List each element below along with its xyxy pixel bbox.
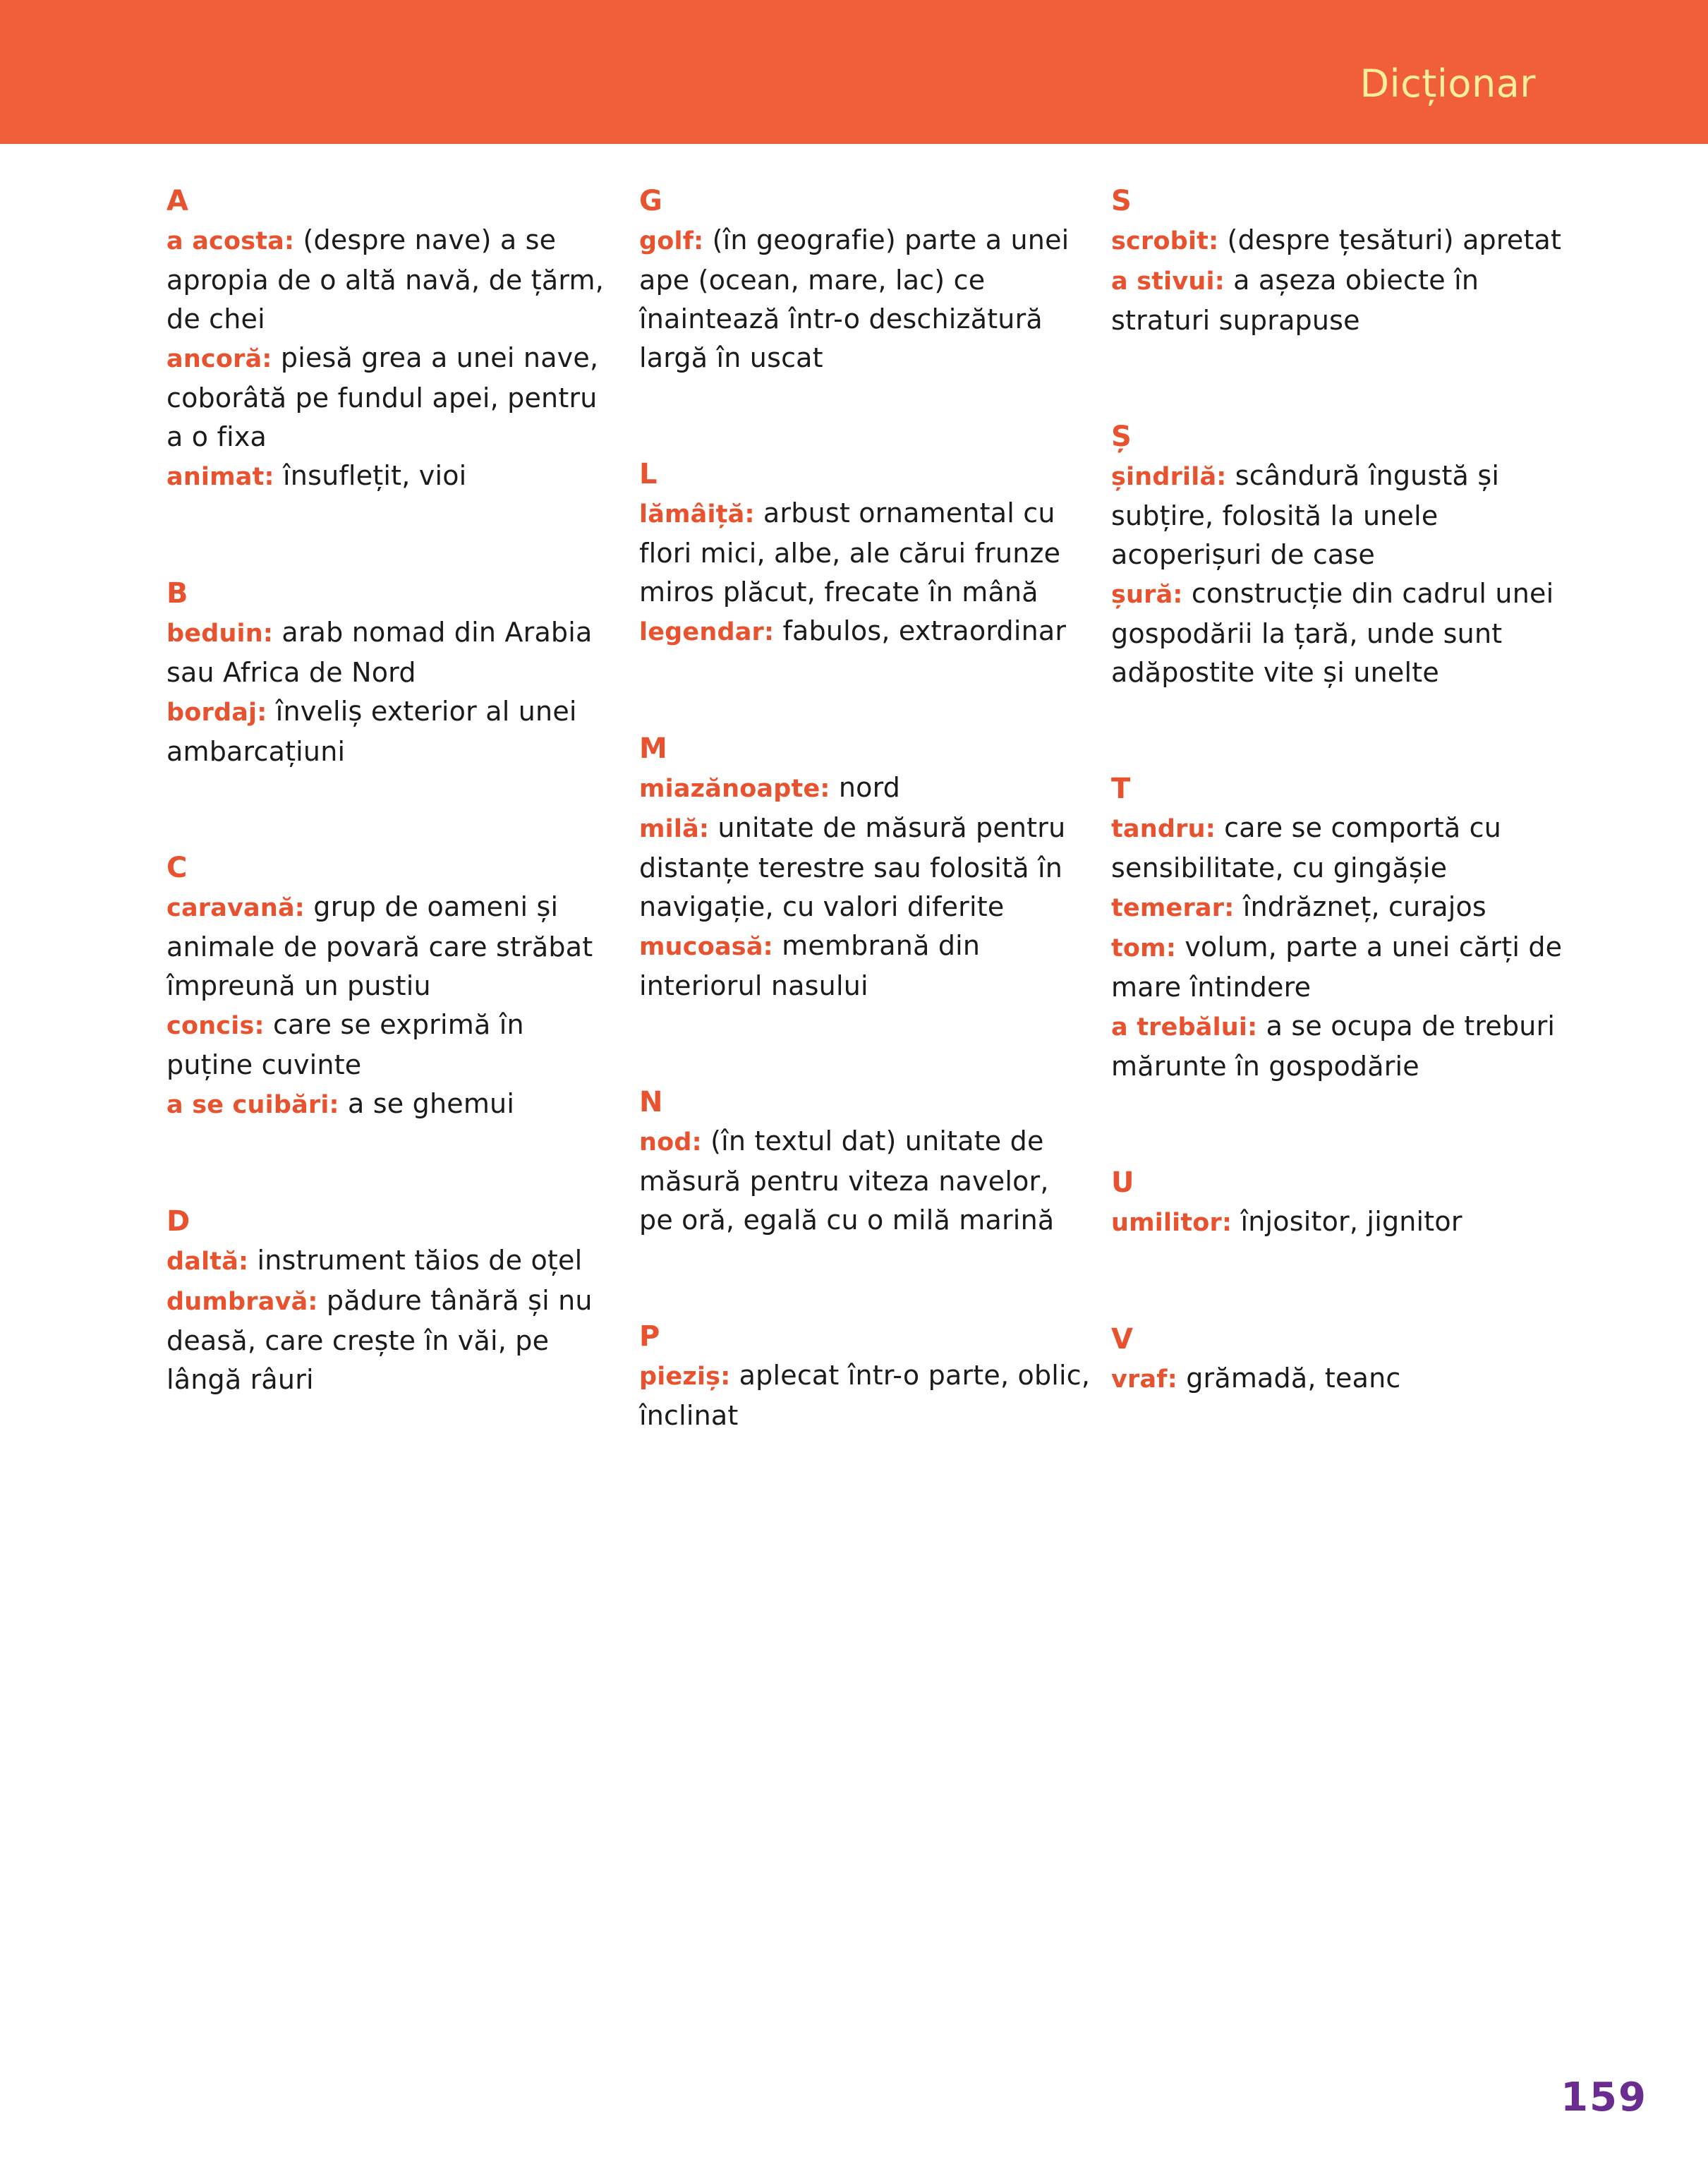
dictionary-column-1 bbox=[166, 182, 618, 1399]
entry-definition: volum, parte a unei cărți de mare întindere bbox=[1111, 931, 1563, 1003]
section-letter: A bbox=[166, 185, 188, 217]
dictionary-entry bbox=[639, 612, 1091, 652]
entry-term: scrobit: bbox=[1111, 227, 1219, 255]
dictionary-entry bbox=[1111, 809, 1563, 888]
entry-definition: grup de oameni și animale de povară care străbat împreună un pustiu bbox=[166, 891, 593, 1001]
entry-definition: nord bbox=[830, 772, 901, 803]
entry-definition: a se ghemui bbox=[339, 1088, 515, 1119]
entry-definition: (despre nave) a se apropia de o altă navă, de țărm, de chei bbox=[166, 224, 605, 334]
dictionary-entry bbox=[1111, 888, 1563, 928]
entry-term: legendar: bbox=[639, 618, 775, 646]
dictionary-entry bbox=[166, 1006, 618, 1085]
entry-term: șindrilă: bbox=[1111, 463, 1227, 491]
section-letter: M bbox=[639, 732, 667, 765]
dictionary-entry bbox=[1111, 457, 1563, 574]
entry-definition: grămadă, teanc bbox=[1177, 1363, 1401, 1394]
dictionary-section bbox=[166, 182, 618, 497]
entry-term: bordaj: bbox=[166, 699, 267, 727]
dictionary-entry bbox=[639, 1356, 1091, 1435]
dictionary-entry bbox=[166, 1085, 618, 1125]
entry-term: milă: bbox=[639, 815, 710, 843]
entry-definition: piesă grea a unei nave, coborâtă pe fundul apei, pentru a o fixa bbox=[166, 342, 599, 452]
dictionary-entry bbox=[1111, 221, 1563, 261]
dictionary-section bbox=[639, 455, 1091, 652]
dictionary-entry bbox=[166, 221, 618, 339]
entry-definition: îndrăzneț, curajos bbox=[1234, 891, 1486, 922]
entry-definition: (în geografie) parte a unei ape (ocean, mare, lac) ce înaintează într-o deschizătură largă în uscat bbox=[639, 224, 1070, 373]
entry-term: a stivui: bbox=[1111, 267, 1225, 296]
section-letter: V bbox=[1111, 1323, 1133, 1356]
entry-term: umilitor: bbox=[1111, 1209, 1232, 1237]
dictionary-entry bbox=[166, 888, 618, 1006]
entry-definition: unitate de măsură pentru distanțe terestre sau folosită în navigație, cu valori diferite bbox=[639, 812, 1066, 922]
header-band bbox=[0, 0, 1708, 144]
dictionary-section bbox=[166, 574, 618, 771]
entry-definition: pădure tânără și nu deasă, care crește în văi, pe lângă râuri bbox=[166, 1285, 593, 1395]
entry-definition: a așeza obiecte în straturi suprapuse bbox=[1111, 265, 1479, 336]
entry-term: dumbravă: bbox=[166, 1288, 318, 1316]
entry-term: tom: bbox=[1111, 934, 1177, 962]
entry-definition: înjositor, jignitor bbox=[1232, 1206, 1462, 1237]
entry-term: miazănoapte: bbox=[639, 775, 830, 803]
entry-definition: a se ocupa de treburi mărunte în gospodărie bbox=[1111, 1010, 1556, 1082]
dictionary-section bbox=[1111, 770, 1563, 1086]
dictionary-entry bbox=[166, 457, 618, 497]
entry-definition: care se comportă cu sensibilitate, cu gingășie bbox=[1111, 812, 1502, 883]
dictionary-section bbox=[639, 730, 1091, 1006]
dictionary-entry bbox=[639, 221, 1091, 378]
entry-term: a trebălui: bbox=[1111, 1013, 1258, 1042]
entry-term: temerar: bbox=[1111, 894, 1235, 922]
dictionary-section bbox=[1111, 182, 1563, 340]
section-letter: Ș bbox=[1111, 421, 1132, 453]
entry-definition: (în textul dat) unitate de măsură pentru viteza navelor, pe oră, egală cu o milă marină bbox=[639, 1125, 1055, 1236]
dictionary-section bbox=[1111, 1164, 1563, 1243]
section-letter: G bbox=[639, 185, 662, 217]
entry-definition: care se exprimă în puține cuvinte bbox=[166, 1009, 524, 1080]
section-letter: N bbox=[639, 1086, 663, 1118]
entry-term: caravană: bbox=[166, 894, 305, 922]
entry-definition: însuflețit, vioi bbox=[274, 460, 467, 491]
entry-definition: (despre țesături) apretat bbox=[1218, 224, 1562, 255]
section-letter: L bbox=[639, 458, 658, 490]
entry-definition: fabulos, extraordinar bbox=[774, 615, 1067, 646]
dictionary-entry bbox=[639, 494, 1091, 612]
dictionary-section bbox=[166, 849, 618, 1125]
section-letter: T bbox=[1111, 773, 1131, 805]
entry-definition: construcție din cadrul unei gospodării la țară, unde sunt adăpostite vite și unelte bbox=[1111, 578, 1554, 688]
entry-term: a se cuibări: bbox=[166, 1091, 339, 1119]
dictionary-section bbox=[639, 182, 1091, 378]
page-number: 159 bbox=[1561, 2075, 1647, 2120]
entry-term: daltă: bbox=[166, 1248, 249, 1276]
page-title: Dicționar bbox=[1359, 61, 1536, 106]
section-letter: D bbox=[166, 1205, 190, 1238]
entry-term: golf: bbox=[639, 227, 704, 255]
section-letter: C bbox=[166, 852, 188, 884]
dictionary-entry bbox=[639, 926, 1091, 1006]
dictionary-entry bbox=[1111, 1007, 1563, 1086]
section-letter: U bbox=[1111, 1166, 1134, 1199]
entry-term: nod: bbox=[639, 1128, 702, 1157]
dictionary-entry bbox=[1111, 261, 1563, 340]
dictionary-section bbox=[1111, 1320, 1563, 1399]
dictionary-entry bbox=[166, 613, 618, 692]
entry-definition: înveliș exterior al unei ambarcațiuni bbox=[166, 696, 577, 767]
entry-term: ancoră: bbox=[166, 345, 272, 373]
dictionary-entry bbox=[639, 1122, 1091, 1240]
entry-definition: scândură îngustă și subțire, folosită la unele acoperișuri de case bbox=[1111, 460, 1500, 570]
dictionary-entry bbox=[1111, 928, 1563, 1007]
entry-term: lămâiță: bbox=[639, 500, 755, 529]
entry-definition: aplecat într-o parte, oblic, înclinat bbox=[639, 1360, 1091, 1431]
entry-definition: arab nomad din Arabia sau Africa de Nord bbox=[166, 617, 593, 688]
entry-term: beduin: bbox=[166, 620, 274, 648]
section-letter: S bbox=[1111, 185, 1132, 217]
entry-term: a acosta: bbox=[166, 227, 295, 255]
entry-term: tandru: bbox=[1111, 815, 1216, 843]
dictionary-entry bbox=[639, 768, 1091, 809]
entry-term: mucoasă: bbox=[639, 933, 773, 961]
dictionary-entry bbox=[1111, 1202, 1563, 1243]
dictionary-section bbox=[1111, 418, 1563, 692]
dictionary-section bbox=[639, 1083, 1091, 1240]
entry-term: animat: bbox=[166, 463, 274, 491]
dictionary-section bbox=[639, 1317, 1091, 1435]
entry-term: șură: bbox=[1111, 581, 1183, 609]
dictionary-entry bbox=[1111, 1359, 1563, 1399]
dictionary-entry bbox=[1111, 574, 1563, 692]
entry-definition: arbust ornamental cu flori mici, albe, ale cărui frunze miros plăcut, frecate în mână bbox=[639, 497, 1061, 608]
dictionary-column-3 bbox=[1111, 182, 1563, 1399]
dictionary-column-2 bbox=[639, 182, 1091, 1435]
section-letter: B bbox=[166, 577, 188, 610]
section-letter: P bbox=[639, 1320, 660, 1353]
dictionary-entry bbox=[166, 339, 618, 457]
dictionary-entry bbox=[639, 809, 1091, 926]
entry-term: pieziș: bbox=[639, 1363, 731, 1391]
entry-definition: instrument tăios de oțel bbox=[248, 1245, 583, 1276]
entry-term: concis: bbox=[166, 1012, 265, 1040]
entry-definition: membrană din interiorul nasului bbox=[639, 930, 981, 1001]
dictionary-entry bbox=[166, 1281, 618, 1399]
dictionary-entry bbox=[166, 1241, 618, 1281]
entry-term: vraf: bbox=[1111, 1365, 1177, 1394]
dictionary-entry bbox=[166, 692, 618, 771]
dictionary-section bbox=[166, 1202, 618, 1399]
